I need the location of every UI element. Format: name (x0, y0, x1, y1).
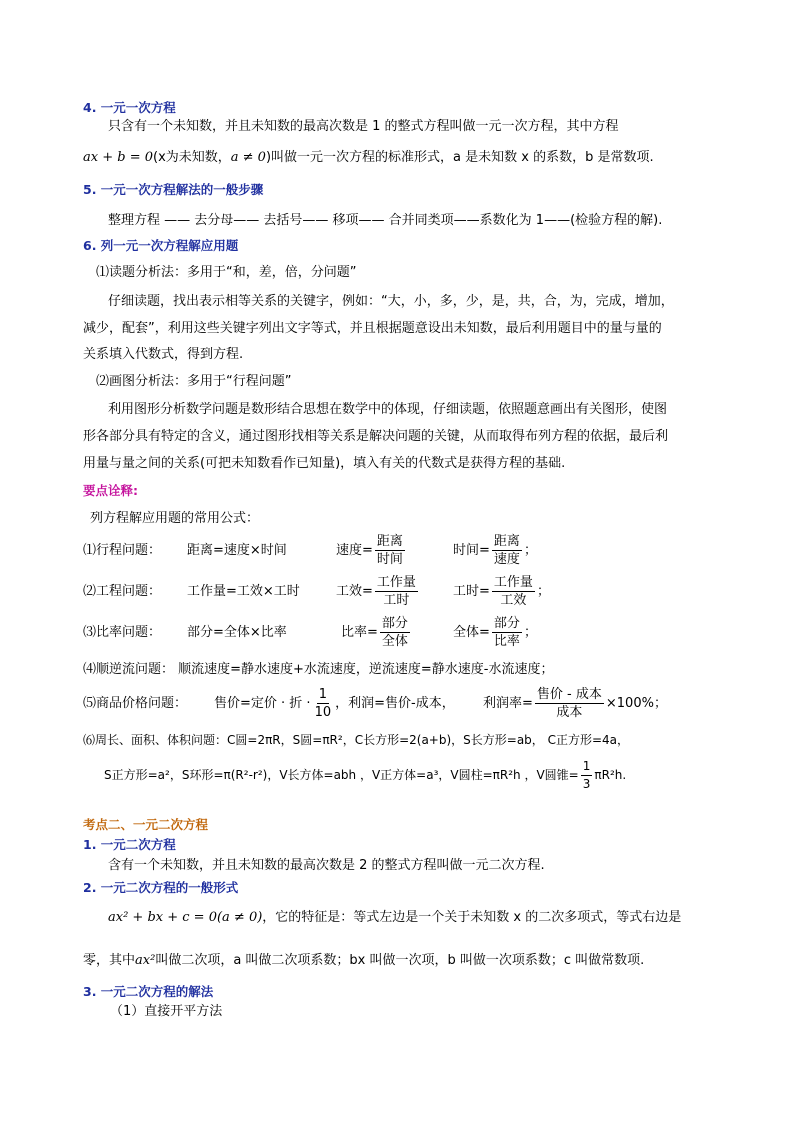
quadratic-general-form: ax² + bx + c = 0(a ≠ 0) (108, 910, 263, 925)
formula-work-eq: 工作量=工效×工时 (187, 584, 300, 599)
formula-price-label: ⑸商品价格问题： (83, 696, 188, 711)
section-4-para-line1: 只含有一个未知数，并且未知数的最高次数是 1 的整式方程叫做一元一次方程，其中方程 (108, 119, 619, 134)
method-1-line3: 关系填入代数式，得到方程. (83, 347, 244, 362)
section-5-steps: 整理方程 —— 去分母—— 去括号—— 移项—— 合并同类项——系数化为 1——(检验方程的解). (108, 213, 663, 228)
kp2-s2-line1: ax² + bx + c = 0(a ≠ 0)，它的特征是：等式左边是一个关于未知数 x 的二次多项式，等式右边是 (108, 910, 682, 925)
coefficient-condition: a ≠ 0 (230, 150, 266, 165)
notes-intro: 列方程解应用题的常用公式： (90, 511, 260, 526)
kp2-s3-title: 3. 一元二次方程的解法 (83, 984, 214, 999)
notes-title: 要点诠释: (83, 483, 138, 498)
formula-work-label: ⑵工程问题： (83, 584, 162, 599)
method-2-line3: 用量与量之间的关系(可把未知数看作已知量)，填入有关的代数式是获得方程的基础. (83, 456, 566, 471)
formula-ratio-eq: 部分=全体×比率 (187, 625, 287, 640)
formula-whole: 全体= 部分 比率 ； (453, 616, 537, 649)
kp2-s1-text: 含有一个未知数，并且未知数的最高次数是 2 的整式方程叫做一元二次方程. (108, 858, 545, 873)
formula-profit-rate: 利润率= 售价 - 成本 成本 ×100%； (483, 687, 667, 720)
formula-ratio-label: ⑶比率问题： (83, 625, 162, 640)
kp2-title: 考点二、一元二次方程 (83, 817, 209, 832)
method-1-line2: 减少，配套”，利用这些关键字列出文字等式，并且根据题意设出未知数，最后利用题目中的量与量的 (83, 321, 662, 336)
kp2-s1-title: 1. 一元二次方程 (83, 837, 176, 852)
method-2-line1: 利用图形分析数学问题是数形结合思想在数学中的体现，仔细读题，依照题意画出有关图形，使图 (108, 402, 668, 417)
formula-travel-eq: 距离=速度×时间 (187, 543, 287, 558)
formula-price: 售价=定价 · 折 · $\frac{1}{10}$ ，利润=售价-成本， (214, 687, 455, 720)
kp2-s3-sub: （1）直接开平方法 (110, 1004, 223, 1019)
method-1-line1: 仔细读题，找出表示相等关系的关键字，例如：“大，小，多，少，是，共，合，为，完成，增加， (108, 294, 674, 309)
method-2-title: ⑵画图分析法：多用于“行程问题” (96, 374, 292, 389)
section-5-title: 5. 一元一次方程解法的一般步骤 (83, 182, 264, 197)
formula-geometry-line1: ⑹周长、面积、体积问题：C圆=2πR，S圆=πR²，C长方形=2(a+b)，S长方形=ab， C正方形=4a， (83, 733, 630, 747)
formula-travel-label: ⑴行程问题： (83, 543, 162, 558)
section-4-para-line2: ax + b = 0(x为未知数，a ≠ 0)叫做一元一次方程的标准形式，a 是未知数 x 的系数，b 是常数项. (83, 150, 654, 165)
formula-rate: 比率= 部分 全体 (341, 616, 408, 649)
formula-speed: 速度= 距离 时间 (336, 534, 403, 567)
section-6-title: 6. 列一元一次方程解应用题 (83, 238, 239, 253)
kp2-s2-title: 2. 一元二次方程的一般形式 (83, 880, 239, 895)
method-2-line2: 形各部分具有特定的含义，通过图形找相等关系是解决问题的关键，从而取得布列方程的依据，最后利 (83, 429, 669, 444)
method-1-title: ⑴读题分析法：多用于“和，差，倍，分问题” (96, 265, 357, 280)
linear-equation-formula: ax + b = 0 (83, 150, 153, 165)
formula-stream: ⑷顺逆流问题： 顺流速度=静水速度+水流速度，逆流速度=静水速度-水流速度； (83, 662, 554, 677)
formula-geometry-line2: S正方形=a²，S环形=π(R²-r²)，V长方体=abh ，V正方体=a³，V圆柱=πR²h ，V圆锥= $\frac{1}{3}$ πR²h. (104, 759, 627, 791)
section-4-title: 4. 一元一次方程 (83, 100, 176, 115)
kp2-s2-line2: 零，其中ax²叫做二次项，a 叫做二次项系数；bx 叫做一次项，b 叫做一次项系数；c 叫做常数项. (83, 953, 645, 968)
formula-efficiency: 工效= 工作量 工时 (336, 575, 416, 608)
formula-time: 时间= 距离 速度 ； (453, 534, 537, 567)
formula-worktime: 工时= 工作量 工效 ； (453, 575, 550, 608)
